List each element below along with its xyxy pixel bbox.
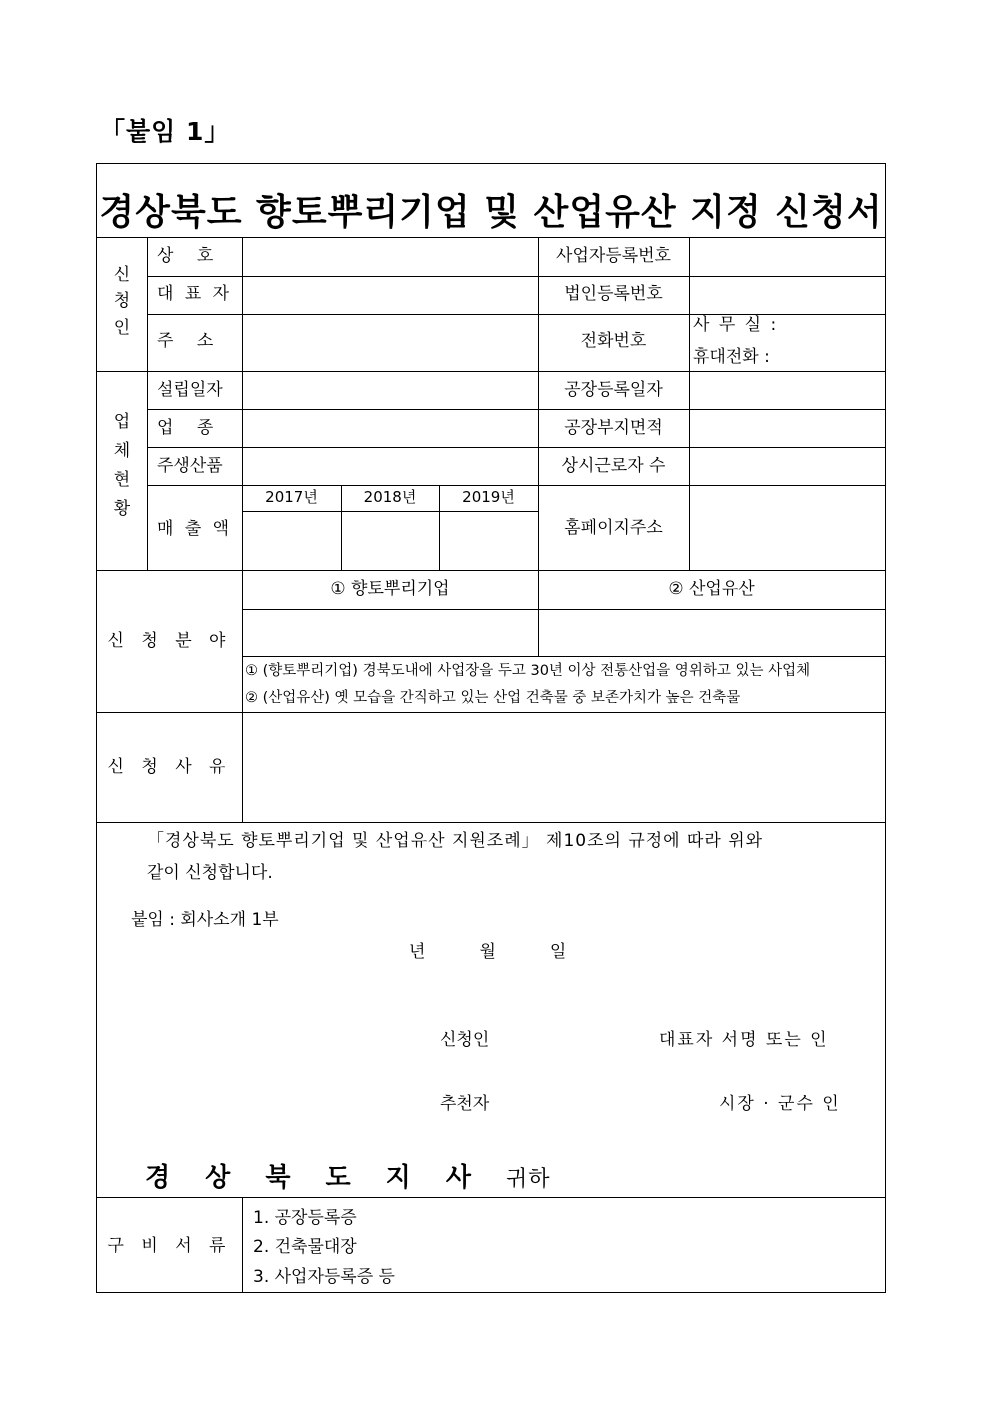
option-industrial-heritage: ② 산업유산 [668,579,755,599]
office-phone-label: 사 무 실 : [693,315,779,335]
divider [242,656,885,657]
application-form [96,163,886,1293]
applicant-section-label: 신 청 인 [113,265,131,338]
divider [97,570,885,571]
documents-label: 구 비 서 류 [107,1236,232,1256]
form-title: 경상북도 향토뿌리기업 및 산업유산 지정 신청서 [99,192,883,233]
document-item-2: 2. 건축물대장 [253,1237,357,1257]
representative-label: 대 표 자 [157,284,233,304]
corp-reg-no-label: 법인등록번호 [564,284,663,304]
divider [689,237,690,571]
document-item-3: 3. 사업자등록증 등 [253,1267,395,1287]
company-section-label: 업 체 현 황 [113,412,131,519]
honorific: 귀하 [506,1167,551,1192]
applicant-sign-label: 신청인 [440,1030,490,1050]
divider [242,609,885,610]
main-product-label: 주생산품 [157,456,223,476]
address-label: 주 소 [157,331,223,351]
employees-label: 상시근로자 수 [561,456,666,476]
divider [97,237,885,238]
declaration-line-1: 「경상북도 향토뿌리기업 및 산업유산 지원조례」 제10조의 규정에 따라 위와 [147,831,764,851]
document-item-1: 1. 공장등록증 [253,1208,357,1228]
divider [147,447,885,448]
divider [147,485,885,486]
trade-name-label: 상 호 [157,246,223,266]
mobile-phone-label: 휴대전화 : [693,347,770,367]
industry-label: 업 종 [157,418,223,438]
field-note-1: ① (향토뿌리기업) 경북도내에 사업장을 두고 30년 이상 전통산업을 영위하고 있는 사업체 [245,663,811,679]
date-line: 년 월 일 [409,942,567,962]
divider [97,1197,885,1198]
divider [97,712,885,713]
attachment-label: 「붙임 1」 [100,117,231,146]
governor-title: 경 상 북 도 지 사 [145,1163,484,1193]
factory-area-label: 공장부지면적 [564,418,663,438]
field-note-2: ② (산업유산) 옛 모습을 간직하고 있는 산업 건축물 중 보존가치가 높은 건축물 [245,690,741,706]
divider [97,822,885,823]
field-label: 신 청 분 야 [107,631,232,651]
divider [242,237,243,822]
factory-reg-date-label: 공장등록일자 [564,380,663,400]
homepage-label: 홈페이지주소 [564,518,663,538]
attachment-note: 붙임 : 회사소개 1부 [131,910,279,930]
divider [147,237,148,571]
divider [147,276,885,277]
sales-year-2018: 2018년 [363,488,417,506]
biz-reg-no-label: 사업자등록번호 [556,246,671,266]
sales-year-2017: 2017년 [265,488,318,506]
reason-label: 신 청 사 유 [107,757,232,777]
phone-label: 전화번호 [580,331,647,351]
applicant-sign-note: 대표자 서명 또는 인 [659,1030,829,1050]
divider [97,371,885,372]
sales-label: 매 출 액 [157,519,233,539]
divider [242,1197,243,1293]
founded-label: 설립일자 [157,380,223,400]
addressee [145,1157,551,1194]
recommender-sign-note: 시장 · 군수 인 [719,1094,841,1114]
divider [242,511,538,512]
recommender-label: 추천자 [440,1094,490,1114]
declaration-line-2: 같이 신청합니다. [147,863,273,883]
option-local-root-company: ① 향토뿌리기업 [330,579,450,599]
divider [147,409,885,410]
sales-year-2019: 2019년 [462,488,515,506]
